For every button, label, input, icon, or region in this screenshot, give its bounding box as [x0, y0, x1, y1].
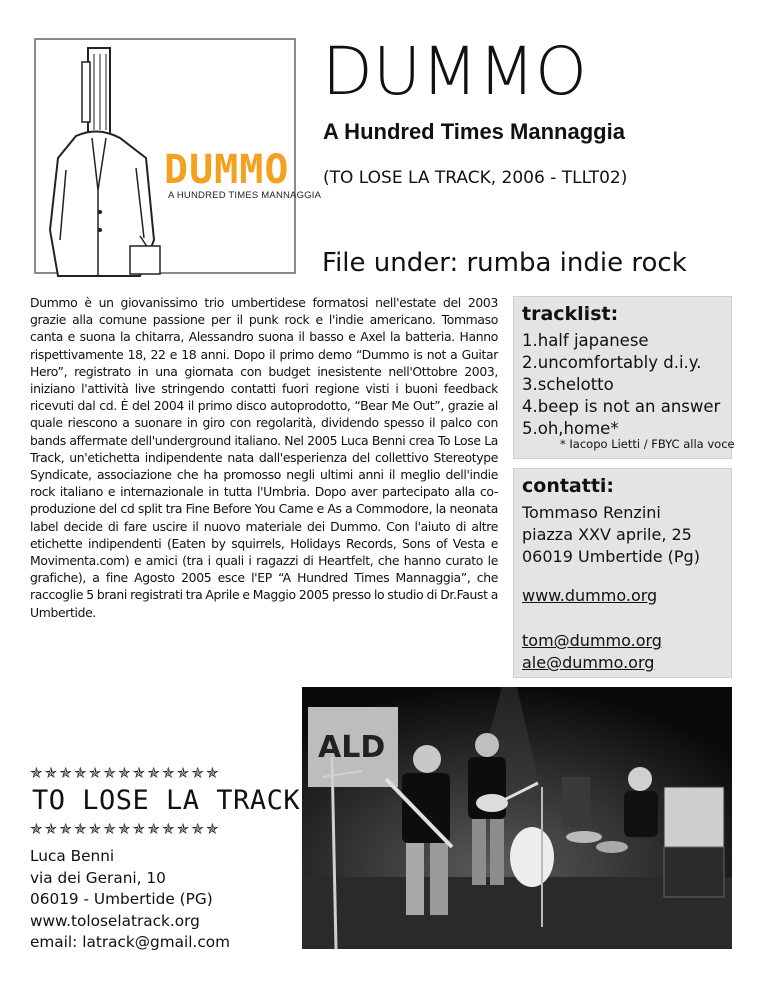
contacts-panel — [513, 468, 732, 678]
live-photo-illustration — [302, 687, 732, 949]
label-info — [30, 764, 301, 954]
cover-logo: DUMMO — [164, 147, 290, 193]
label-street: via dei Gerani, 10 — [30, 868, 166, 887]
star-border-top: ✯✯✯✯✯✯✯✯✯✯✯✯✯ — [30, 764, 221, 782]
live-band-photo — [302, 687, 732, 949]
email-link-tom[interactable]: tom@dummo.org — [522, 631, 662, 650]
contact-city: 06019 Umbertide (Pg) — [522, 547, 700, 566]
label-city: 06019 - Umbertide (PG) — [30, 890, 213, 908]
track-item: 2.uncomfortably d.i.y. — [522, 353, 702, 372]
track-item: 4.beep is not an answer — [522, 397, 721, 416]
track-item: 3.schelotto — [522, 375, 614, 394]
label-address — [30, 846, 280, 954]
band-biography: Dummo è un giovanissimo trio umbertidese formatosi nell'estate del 2003 grazie alla comune passione per il punk rock e l'indie americano. Tommaso canta e suona la chitarra, Alessandro suona il basso e Axel la batteria. Hanno rispettivamente 18, 22 e 18 anni. Dopo il primo demo “Dummo is not a Guitar Hero”, registrato in una giornata con budget inesistente nell'Ottobre 2003, iniziano l'attività live stringendo contatti fuori regione visti i buoni feedback ricevuti dal cd. È del 2004 il primo disco autoprodotto, “Bear Me Out”, grazie al quale riescono a suonare in giro con regolarità, dividendo spesso il palco con bands affermate dell'underground italiano. Nel 2005 Luca Benni crea To Lose La Track, un'etichetta indipendente nata dall'esperienza del collettivo Stereotype Syndicate, associazione che ha promosso negli ultimi anni il meglio dell'indie rock italiano e internazionale in tutta l'Umbria. Dopo aver partecipato alla co-produzione del cd split tra Fine Before You Came e As a Commodore, la neonata label decide di fare uscire il nuovo materiale dei Dummo. Con l'aiuto di altre etichette indipendenti (Eaten by squirrels, Holidays Records, Sons of Vesta e Movimenta.com) e amici (tra i quali i ragazzi di Heartfelt, che hanno curato le grafiche), a fine Agosto 2005 esce l'EP “A Hundred Times Mannaggia”, che raccoglie 5 brani registrati tra Aprile e Maggio 2005 presso lo studio di Dr.Faust a Umbertide. — [30, 295, 498, 620]
track-item: 5.oh,home* — [522, 419, 619, 438]
contacts-title: contatti: — [522, 475, 615, 497]
email-link-ale[interactable]: ale@dummo.org — [522, 653, 655, 672]
star-border-bottom: ✯✯✯✯✯✯✯✯✯✯✯✯✯ — [30, 820, 221, 838]
album-cover — [34, 38, 322, 274]
band-name-heading: DUMMO — [322, 33, 587, 110]
label-website-link[interactable]: www.toloselatrack.org — [30, 911, 200, 930]
genre-label: File under: rumba indie rock — [322, 248, 687, 278]
album-title: A Hundred Times Mannaggia — [323, 119, 625, 144]
tracklist-title: tracklist: — [522, 303, 619, 325]
contact-street: piazza XXV aprile, 25 — [522, 525, 692, 544]
cover-subtitle: A HUNDRED TIMES MANNAGGIA — [168, 190, 322, 201]
contact-name: Tommaso Renzini — [522, 503, 661, 522]
label-contact-name: Luca Benni — [30, 847, 115, 865]
label-email-link[interactable]: email: latrack@gmail.com — [30, 933, 231, 951]
tracklist-panel — [513, 296, 735, 459]
track-item: 1.half japanese — [522, 331, 649, 350]
release-info: (TO LOSE LA TRACK, 2006 - TLLT02) — [323, 168, 628, 188]
svg-text:ALD: ALD — [318, 730, 386, 765]
label-name: TO LOSE LA TRACK — [32, 785, 301, 816]
band-website-link[interactable]: www.dummo.org — [522, 586, 658, 605]
track-footnote: * Iacopo Lietti / FBYC alla voce — [560, 437, 735, 451]
